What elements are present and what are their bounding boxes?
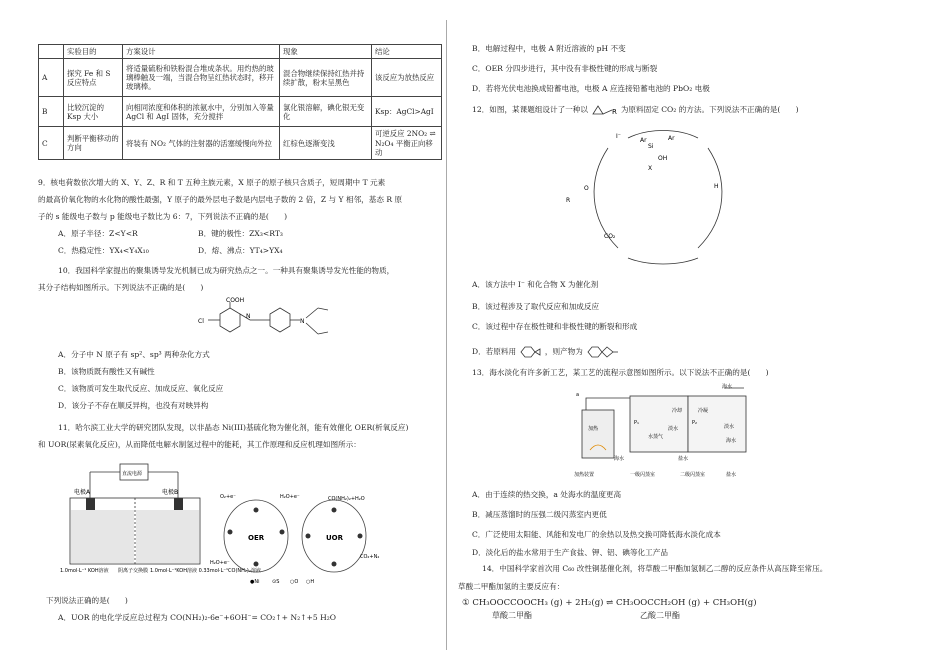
diagram-label: OH	[658, 155, 668, 162]
equation-right: CH₃OOCCH₂OH (g) + CH₃OH(g)	[616, 598, 757, 608]
mech-label: O₂+e⁻	[220, 494, 236, 500]
table-header: 方案设计	[123, 45, 280, 59]
q9-option: D．熔、沸点：YT₄>YX₄	[198, 246, 283, 255]
experiment-table	[38, 44, 442, 160]
q9-option: B．键的极性：ZX₃<RT₃	[198, 229, 283, 238]
mech-label: UOR	[326, 534, 344, 542]
diagram-label: 二级闪蒸室	[680, 472, 706, 478]
table-header-row	[39, 45, 442, 59]
epoxide-icon	[590, 104, 618, 116]
row-label: B	[39, 97, 64, 127]
column-divider	[446, 20, 447, 650]
diagram-label: 水蒸气	[648, 434, 664, 440]
q11-option: D．若将光伏电池换成铅蓄电池，电极 A 应连接铅蓄电池的 PbO₂ 电极	[472, 84, 710, 93]
mech-label: H₂O+e⁻	[210, 560, 230, 566]
diagram-label: Si	[648, 143, 654, 150]
diagram-label: a	[576, 392, 580, 398]
q12-stem-a: 12．如图，某课题组设计了一种以	[472, 105, 588, 114]
diagram-label: I⁻	[616, 133, 621, 140]
row-label: C	[39, 127, 64, 160]
q10-stem-line: 10．我国科学家提出的聚集诱导发光机制已成为研究热点之一。一种具有聚集诱导发光性能的物质，	[58, 266, 395, 275]
table-header: 现象	[280, 45, 372, 59]
q12-stem-b: 为原料固定 CO₂ 的方法。下列说法不正确的是( )	[620, 105, 799, 114]
q11-option: C．OER 分四步进行，其中没有非极性键的形成与断裂	[472, 64, 658, 73]
diagram-label: 淡水	[668, 426, 679, 432]
q13-option: C．广泛使用太阳能、风能和发电厂的余热以及热交换可降低海水淡化成本	[472, 530, 721, 539]
q13-desalination-diagram	[568, 380, 758, 480]
mech-label: CO(NH₂)₂+H₂O	[328, 496, 365, 502]
q11-option: A．UOR 的电化学反应总过程为 CO(NH₂)₂-6e⁻+6OH⁻= CO₂↑+ N₂↑+5 H₂O	[58, 613, 336, 622]
equation-left: CH₃OOCCOOCH₃ (g) + 2H₂(g)	[472, 598, 604, 608]
q9-stem-line: 子的 s 能级电子数与 p 能级电子数比为 6：7，下列说法不正确的是( )	[38, 212, 288, 221]
legend-s: ⊙S	[272, 579, 280, 585]
q12-cycle-diagram	[548, 118, 768, 268]
molecule-label: Cl	[198, 318, 204, 325]
q12-option: A．该方法中 I⁻ 和化合物 X 为催化剂	[472, 280, 599, 289]
diagram-label: R	[566, 197, 571, 204]
diagram-label: 盐水	[678, 456, 689, 462]
table-row	[39, 127, 442, 160]
legend-ni: ●Ni	[250, 579, 260, 585]
q14-stem-line: 14．中国科学家首次用 C₆₀ 改性铜基催化剂，将草酸二甲酯加氢制乙二醇的反应条件从高压降至常压。	[482, 564, 828, 573]
diagram-label: 淡水	[724, 424, 735, 430]
cell-label: 阴离子交换膜	[118, 568, 149, 574]
q10-option: B．该物质既有酸性又有碱性	[58, 367, 155, 376]
cyclohexene-oxide-icon	[518, 345, 542, 359]
diagram-label: 海水	[722, 384, 733, 390]
diagram-label: Ar	[640, 137, 647, 144]
cell-label: 电极B	[162, 489, 179, 496]
name-right: 乙酸二甲酯	[640, 611, 680, 620]
diagram-label: CO₂	[604, 233, 616, 240]
q9-stem-line: 9．核电荷数依次增大的 X、Y、Z、R 和 T 五种主族元素，X 原子的原子核只含质子，短周期中 T 元素	[38, 178, 386, 187]
cell-purpose: 比较沉淀的 Ksp 大小	[64, 97, 123, 127]
q10-molecule-diagram	[190, 296, 340, 344]
mech-label: OER	[248, 534, 265, 542]
q12-option: B．该过程涉及了取代反应和加成反应	[472, 302, 600, 311]
molecule-label: N	[300, 318, 305, 325]
cell-phenomenon: 氯化银溶解，碘化银无变化	[280, 97, 372, 127]
cell-conclusion: 可逆反应 2NO₂ ⇌ N₂O₄ 平衡正向移动	[372, 127, 442, 160]
q12-stem	[472, 104, 799, 116]
table-header: 实验目的	[64, 45, 123, 59]
molecule-label: N	[246, 313, 251, 320]
q9-stem-line: 的最高价氧化物的水化物的酸性最强，Y 原子的最外层电子数是内层电子数的 2 倍，Z 与 Y 相邻，基态 R 原	[38, 195, 403, 204]
cell-label: 电极A	[74, 489, 91, 496]
cell-purpose: 判断平衡移动的方向	[64, 127, 123, 160]
cyclic-carbonate-icon	[585, 344, 619, 360]
q10-option: C．该物质可发生取代反应、加成反应、氧化反应	[58, 384, 224, 393]
equilibrium-arrow-icon: ⇌	[606, 598, 614, 608]
q11-stem-line: 11．哈尔滨工业大学的研究团队发现，以非晶态 Ni(III)基硫化物为催化剂，能有效催化 OER(析氧反应)	[58, 423, 409, 432]
cell-purpose: 探究 Fe 和 S 反应特点	[64, 59, 123, 97]
q13-option: D．淡化后的盐水常用于生产食盐、钾、铝、碘等化工产品	[472, 548, 668, 557]
q10-option: A．分子中 N 原子有 sp²、sp³ 两种杂化方式	[58, 350, 210, 359]
diagram-label: 海水	[726, 438, 737, 444]
legend-h: ○H	[306, 579, 315, 585]
diagram-label: H	[714, 183, 719, 190]
diagram-label: O	[584, 185, 589, 192]
q11-option: B．电解过程中，电极 A 附近溶液的 pH 不变	[472, 44, 626, 53]
name-left: 草酸二甲酯	[492, 611, 532, 620]
cell-plan: 将装有 NO₂ 气体的注射器的活塞缓慢向外拉	[123, 127, 280, 160]
legend-o: ○O	[290, 579, 299, 585]
diagram-label: 加热装置	[574, 472, 595, 478]
q11-stem-line: 和 UOR(尿素氧化反应)，从而降低电解水制氢过程中的能耗，其工作原理和反应机理如图所示：	[38, 440, 361, 449]
q12-option-d-b: ，则产物为	[544, 347, 583, 356]
q12-option-d-a: D．若原料用	[472, 347, 517, 356]
diagram-label: P₁	[634, 420, 640, 426]
cell-phenomenon: 混合物继续保持红热并持续扩散，粉末呈黑色	[280, 59, 372, 97]
diagram-label: 海水	[614, 456, 625, 462]
svg-text:R: R	[612, 108, 618, 116]
table-header: 结论	[372, 45, 442, 59]
diagram-label: 盐水	[726, 472, 737, 478]
q13-option: A．由于连续的热交换，a 处海水的温度更高	[472, 490, 622, 499]
q9-option: C．热稳定性：YX₄<Y₄X₁₀	[58, 246, 149, 255]
q12-option: C．该过程中存在极性键和非极性键的断裂和形成	[472, 322, 638, 331]
diagram-label: 冷凝	[698, 408, 709, 414]
row-label: A	[39, 59, 64, 97]
cell-phenomenon: 红棕色逐渐变浅	[280, 127, 372, 160]
diagram-label: 加热	[588, 426, 599, 432]
cell-label: 直流电源	[122, 471, 143, 477]
molecule-label: COOH	[226, 297, 245, 304]
q14-equation	[462, 598, 757, 609]
cell-plan: 将适量硫粉和铁粉混合堆成条状。用灼热的玻璃棒触及一端，当混合物呈红热状态时，移开玻璃棒。	[123, 59, 280, 97]
q10-stem-line: 其分子结构如图所示。下列说法不正确的是( )	[38, 283, 204, 292]
table-row	[39, 59, 442, 97]
q11-question: 下列说法正确的是( )	[46, 596, 128, 605]
q14-stem-line: 草酸二甲酯加氢的主要反应有：	[458, 582, 565, 591]
mech-label: H₂O+e⁻	[280, 494, 300, 500]
q12-option-d	[472, 344, 619, 360]
q13-option: B．减压蒸馏时的压强二级闪蒸室内更低	[472, 510, 607, 519]
q11-mechanism-diagram	[210, 488, 390, 588]
equation-number: ①	[462, 598, 470, 608]
diagram-label: X	[648, 165, 653, 172]
diagram-label: 一级闪蒸室	[630, 472, 656, 478]
cell-conclusion: Ksp：AgCl>AgI	[372, 97, 442, 127]
q13-stem: 13．海水淡化有许多新工艺，某工艺的流程示意图如图所示。以下说法不正确的是( )	[472, 368, 769, 377]
diagram-label: 冷却	[672, 408, 683, 414]
q10-option: D．该分子不存在顺反异构，也没有对映异构	[58, 401, 209, 410]
diagram-label: P₂	[692, 420, 698, 426]
cell-conclusion: 该反应为放热反应	[372, 59, 442, 97]
cell-plan: 向相同浓度和体积的浓氨水中，分别加入等量 AgCl 和 AgI 固体，充分搅拌	[123, 97, 280, 127]
diagram-label: Ar	[668, 135, 675, 142]
mech-label: CO₂+N₂	[360, 554, 380, 560]
cell-label: 1.0mol·L⁻¹ KOH溶液	[60, 568, 109, 574]
cell-label: 1.0mol·L⁻¹KOH溶液 0.33mol·L⁻¹CO(NH₂)₂溶液	[150, 568, 261, 574]
q9-option: A．原子半径：Z<Y<R	[58, 229, 138, 238]
table-row	[39, 97, 442, 127]
